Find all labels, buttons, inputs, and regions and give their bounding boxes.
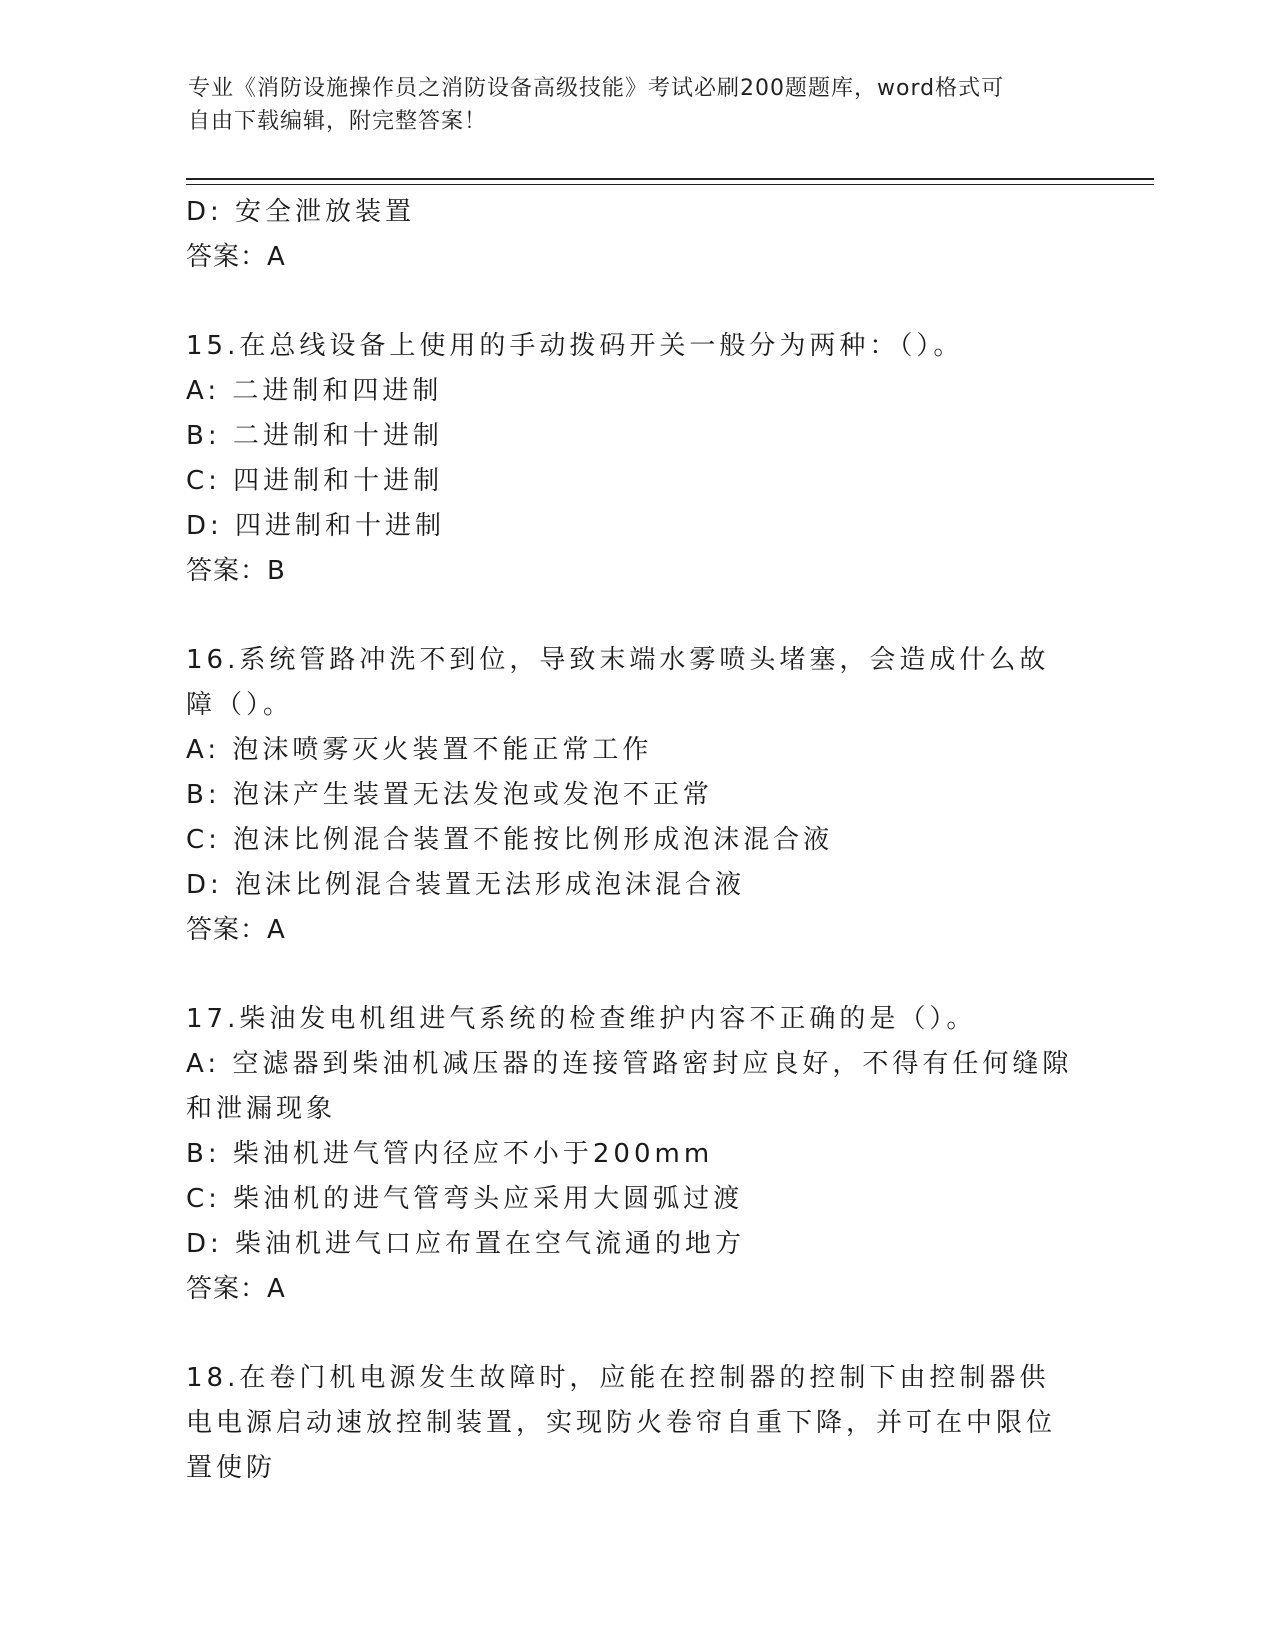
header-line-2: 自由下载编辑，附完整答案！ bbox=[188, 109, 488, 134]
option-d: D: 四进制和十进制 bbox=[186, 511, 446, 541]
option-c: C: 四进制和十进制 bbox=[186, 466, 444, 496]
option-c: C: 泡沫比例混合装置不能按比例形成泡沫混合液 bbox=[186, 825, 834, 855]
option-a: A: 二进制和四进制 bbox=[186, 376, 443, 406]
question-stem: 16.系统管路冲洗不到位，导致末端水雾喷头堵塞，会造成什么故障（）。 bbox=[186, 645, 1050, 720]
header-line-1: 专业《消防设施操作员之消防设备高级技能》考试必刷200题题库，word格式可 bbox=[188, 76, 1005, 101]
answer: 答案：A bbox=[186, 915, 286, 945]
option-b: B: 泡沫产生装置无法发泡或发泡不正常 bbox=[186, 780, 713, 810]
option-a: A: 空滤器到柴油机减压器的连接管路密封应良好，不得有任何缝隙和泄漏现象 bbox=[186, 1049, 1073, 1124]
prev-answer: 答案：A bbox=[186, 242, 286, 272]
answer: 答案：B bbox=[186, 556, 286, 586]
question-stem: 18.在卷门机电源发生故障时，应能在控制器的控制下由控制器供电电源启动速放控制装置，实现防火卷帘自重下降，并可在中限位置使防 bbox=[186, 1363, 1057, 1483]
option-a: A: 泡沫喷雾灭火装置不能正常工作 bbox=[186, 735, 653, 765]
option-d: D: 泡沫比例混合装置无法形成泡沫混合液 bbox=[186, 870, 746, 900]
question-stem: 15.在总线设备上使用的手动拨码开关一般分为两种：（）。 bbox=[186, 331, 964, 361]
question-stem: 17.柴油发电机组进气系统的检查维护内容不正确的是（）。 bbox=[186, 1004, 977, 1034]
question-18 bbox=[186, 1356, 1076, 1491]
question-15 bbox=[186, 324, 1076, 594]
option-b: B: 柴油机进气管内径应不小于200mm bbox=[186, 1139, 714, 1169]
answer: 答案：A bbox=[186, 1274, 286, 1304]
option-b: B: 二进制和十进制 bbox=[186, 421, 443, 451]
header-rule-thick bbox=[186, 178, 1154, 180]
prev-option-d: D: 安全泄放装置 bbox=[186, 197, 416, 227]
question-16 bbox=[186, 638, 1076, 953]
question-content bbox=[186, 190, 1076, 1491]
document-header bbox=[188, 72, 1088, 138]
option-c: C: 柴油机的进气管弯头应采用大圆弧过渡 bbox=[186, 1184, 744, 1214]
question-17 bbox=[186, 997, 1076, 1312]
option-d: D: 柴油机进气口应布置在空气流通的地方 bbox=[186, 1229, 746, 1259]
header-rule-thin bbox=[186, 184, 1154, 185]
